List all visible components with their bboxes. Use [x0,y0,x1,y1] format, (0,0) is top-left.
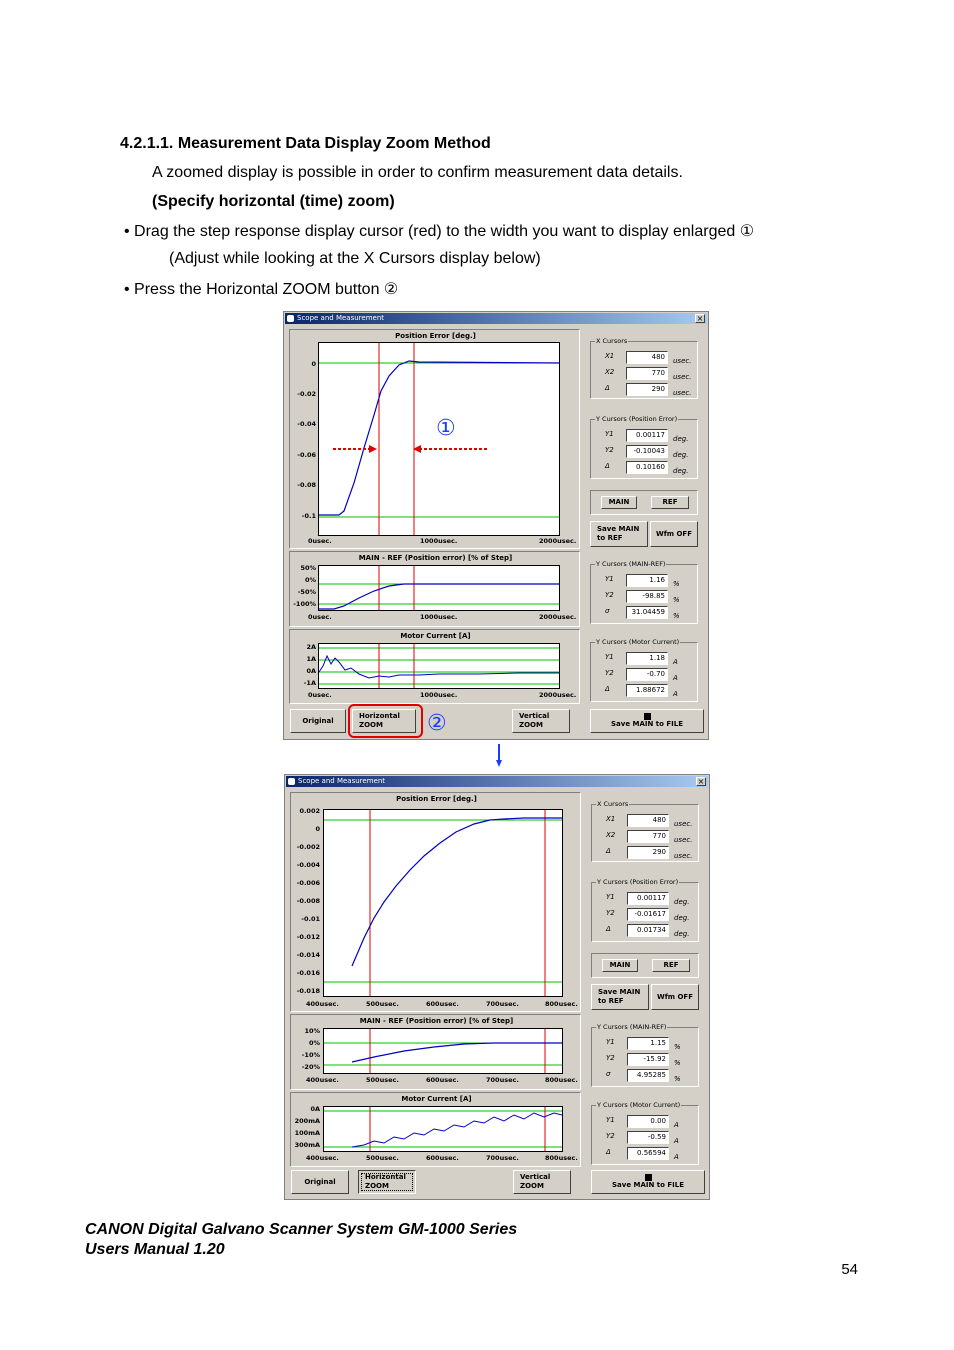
group-label: Y Cursors (Position Error) [596,415,678,423]
y1-value[interactable]: 0.00117 [626,429,668,442]
highlight-frame [348,704,423,738]
x-tick: 0usec. [308,613,332,621]
group-label: X Cursors [596,337,628,345]
x2-value[interactable]: 770 [627,830,669,843]
wfm-off-button[interactable]: Wfm OFF [650,521,698,547]
y-tick: -0.002 [296,843,320,851]
close-button[interactable]: × [697,777,705,786]
x-tick: 600usec. [426,1154,459,1162]
unit: A [673,674,678,682]
app-icon [287,315,294,322]
x-tick: 0usec. [308,691,332,699]
x-tick: 600usec. [426,1076,459,1084]
main-ref-plot[interactable] [318,565,560,611]
unit: A [674,1121,679,1129]
x-tick: 500usec. [366,1076,399,1084]
x-tick: 400usec. [306,1076,339,1084]
row-label: Δ [606,925,611,933]
group-label: Y Cursors (MAIN-REF) [596,560,666,568]
x-tick: 700usec. [486,1154,519,1162]
app-icon [288,778,295,785]
x-tick: 1000usec. [420,613,458,621]
row-label: X2 [605,368,615,376]
row-label: Y1 [605,575,614,583]
main-ref-panel [289,551,580,627]
unit: A [674,1137,679,1145]
bullet-1: • Drag the step response display cursor (red) to the width you want to display enlarged ① [124,223,755,240]
row-label: Y2 [606,1054,615,1062]
main-ref-toggle-group [590,490,698,515]
y-cursors-position-group [590,415,698,479]
unit: usec. [673,389,692,397]
y-cursors-position-group [591,878,699,942]
motor-current-plot[interactable] [318,643,560,689]
unit: deg. [673,451,689,459]
y-tick: 200mA [294,1117,320,1125]
btn-line: ZOOM [359,721,383,729]
sigma-value[interactable]: 4.95285 [627,1069,669,1082]
row-label: σ [606,1070,611,1078]
y-tick: 0A [306,667,316,675]
main-button[interactable]: MAIN [602,959,638,972]
row-label: Δ [605,462,610,470]
y-delta-value[interactable]: 0.10160 [626,461,668,474]
group-label: Y Cursors (Motor Current) [597,1101,681,1109]
unit: % [673,580,680,588]
y-delta-value[interactable]: 1.88672 [626,684,668,697]
row-label: Δ [605,685,610,693]
footer-product: CANON Digital Galvano Scanner System GM-1000 Series [85,1221,518,1238]
unit: deg. [673,467,689,475]
btn-line: Horizontal [365,1173,406,1181]
group-label: Y Cursors (Position Error) [597,878,679,886]
main-ref-plot[interactable] [323,1028,563,1074]
unit: usec. [673,357,692,365]
y1-value[interactable]: 0.00 [627,1115,669,1128]
row-label: X1 [605,352,615,360]
y-tick: -0.018 [296,987,320,995]
row-label: Δ [606,1148,611,1156]
x-tick: 1000usec. [420,537,458,545]
y-tick: -0.008 [296,897,320,905]
y-tick: 2A [306,643,316,651]
btn-line: to REF [597,534,623,542]
main-ref-panel [290,1014,581,1090]
x-cursors-group [591,800,699,862]
y-tick: -0.014 [296,951,320,959]
ref-button[interactable]: REF [651,496,689,509]
y1-value[interactable]: 1.18 [626,652,668,665]
close-button[interactable]: × [696,314,704,323]
y-delta-value[interactable]: 0.01734 [627,924,669,937]
unit: A [673,658,678,666]
btn-line: Vertical [519,712,550,720]
vertical-zoom-button[interactable] [512,709,570,733]
window-title: Scope and Measurement [298,777,386,785]
scope-window-after [284,774,710,1200]
row-label: Y1 [606,893,615,901]
btn-line: ZOOM [520,1182,544,1190]
footer-manual: Users Manual 1.20 [85,1241,225,1258]
y2-value[interactable]: -0.59 [627,1131,669,1144]
y1-value[interactable]: 1.16 [626,574,668,587]
unit: usec. [674,836,693,844]
y-cursors-current-group [590,638,698,702]
plot-title: Position Error [deg.] [396,795,477,803]
y-tick: 100mA [294,1129,320,1137]
group-label: Y Cursors (MAIN-REF) [597,1023,667,1031]
x-tick: 1000usec. [420,691,458,699]
x-tick: 600usec. [426,1000,459,1008]
y-tick: 50% [300,564,316,572]
y-cursors-mainref-group [591,1023,699,1087]
plot-title: MAIN - REF (Position error) [% of Step] [359,1017,514,1025]
unit: % [674,1059,681,1067]
x-tick: 2000usec. [539,613,577,621]
btn-line: Save MAIN [598,988,641,996]
title-bar [286,776,708,787]
y-cursors-current-group [591,1101,699,1165]
position-error-panel [289,329,580,549]
y-tick: 0% [304,576,316,584]
row-label: Y2 [605,669,614,677]
x-tick: 2000usec. [539,537,577,545]
marker-1: ① [436,416,456,441]
y-tick: -10% [301,1051,320,1059]
x-tick: 700usec. [486,1076,519,1084]
vertical-zoom-button[interactable] [513,1170,571,1194]
y-tick: -0.02 [297,390,316,398]
main-ref-toggle-group [591,953,699,978]
main-ref-svg [324,1029,562,1073]
btn-label: Save MAIN to FILE [610,720,684,728]
btn-line: ZOOM [519,721,543,729]
btn-label: Save MAIN to FILE [611,1181,685,1189]
row-label: σ [605,607,610,615]
unit: % [673,596,680,604]
x-tick: 800usec. [545,1076,578,1084]
x-tick: 700usec. [486,1000,519,1008]
x-tick: 2000usec. [539,691,577,699]
title-bar [285,313,707,324]
x-delta-value[interactable]: 290 [627,846,669,859]
y-tick: -0.04 [297,420,316,428]
unit: % [673,612,680,620]
x-cursors-group [590,337,698,399]
y2-value[interactable]: -98.85 [626,590,668,603]
x-tick: 400usec. [306,1000,339,1008]
y-tick: 0A [310,1105,320,1113]
row-label: X1 [606,815,616,823]
motor-current-plot[interactable] [323,1106,563,1152]
group-label: Y Cursors (Motor Current) [596,638,680,646]
sigma-value[interactable]: 31.04459 [626,606,668,619]
row-label: Y2 [606,1132,615,1140]
ref-button[interactable]: REF [652,959,690,972]
unit: deg. [674,930,690,938]
row-label: Y2 [605,446,614,454]
unit: deg. [673,435,689,443]
save-main-to-ref-button[interactable] [590,521,648,547]
btn-line: Horizontal [359,712,400,720]
group-label: X Cursors [597,800,629,808]
motor-current-svg [319,644,559,688]
unit: A [674,1153,679,1161]
y-tick: 0.002 [299,807,320,815]
x-tick: 800usec. [545,1154,578,1162]
y2-value[interactable]: -0.10043 [626,445,668,458]
row-label: X2 [606,831,616,839]
plot-title: MAIN - REF (Position error) [% of Step] [358,554,513,562]
original-button[interactable]: Original [291,1170,349,1194]
plot-title: Position Error [deg.] [395,332,476,340]
btn-line: ZOOM [365,1182,389,1190]
y-tick: 0% [308,1039,320,1047]
y-tick: -0.06 [297,451,316,459]
row-label: Δ [606,847,611,855]
save-main-to-ref-button[interactable] [591,984,649,1010]
wfm-off-button[interactable]: Wfm OFF [651,984,699,1010]
y-tick: -0.004 [296,861,320,869]
save-main-to-file-button[interactable] [590,709,704,733]
y2-value[interactable]: -0.01617 [627,908,669,921]
main-ref-svg [319,566,559,610]
row-label: Y1 [605,430,614,438]
intro-text: A zoomed display is possible in order to confirm measurement data details. [152,164,683,181]
x1-value[interactable]: 480 [627,814,669,827]
unit: % [674,1075,681,1083]
x-delta-value[interactable]: 290 [626,383,668,396]
plot-title: Motor Current [A] [400,632,471,640]
page-number: 54 [841,1261,858,1278]
unit: usec. [674,852,693,860]
x1-value[interactable]: 480 [626,351,668,364]
y-tick: 10% [304,1027,320,1035]
y-tick: -0.01 [301,915,320,923]
y-tick: -50% [297,588,316,596]
x-tick: 400usec. [306,1154,339,1162]
unit: deg. [674,898,690,906]
row-label: Y2 [605,591,614,599]
x-tick: 500usec. [366,1000,399,1008]
marker-2: ② [427,711,447,736]
unit: A [673,690,678,698]
y-tick: 300mA [294,1141,320,1149]
y-tick: -0.006 [296,879,320,887]
y-tick: -100% [293,600,316,608]
window-title: Scope and Measurement [297,314,385,322]
motor-current-panel [290,1092,581,1167]
bullet-2: • Press the Horizontal ZOOM button ② [124,281,399,298]
floppy-icon [645,1174,652,1181]
y-tick: -0.1 [301,512,316,520]
y-tick: 0 [311,360,316,368]
y-tick: 1A [306,655,316,663]
motor-current-panel [289,629,580,704]
unit: deg. [674,914,690,922]
position-error-svg [324,810,562,996]
btn-line: Save MAIN [597,525,640,533]
x-tick: 0usec. [308,537,332,545]
original-button[interactable]: Original [290,709,346,733]
main-button[interactable]: MAIN [601,496,637,509]
y-delta-value[interactable]: 0.56594 [627,1147,669,1160]
row-label: Y1 [606,1116,615,1124]
bullet-1-note: (Adjust while looking at the X Cursors display below) [169,250,541,267]
horizontal-zoom-button[interactable] [358,1170,416,1194]
save-main-to-file-button[interactable] [591,1170,705,1194]
y2-value[interactable]: -0.70 [626,668,668,681]
y-tick: -1A [303,679,316,687]
x-tick: 800usec. [545,1000,578,1008]
row-label: Δ [605,384,610,392]
btn-line: Vertical [520,1173,551,1181]
y1-value[interactable]: 1.15 [627,1037,669,1050]
plot-title: Motor Current [A] [401,1095,472,1103]
position-error-panel [290,792,581,1012]
motor-current-svg [324,1107,562,1151]
y2-value[interactable]: -15.92 [627,1053,669,1066]
position-error-plot[interactable] [323,809,563,997]
unit: usec. [673,373,692,381]
y-tick: -0.012 [296,933,320,941]
scope-window-before [283,311,709,740]
y1-value[interactable]: 0.00117 [627,892,669,905]
subheading: (Specify horizontal (time) zoom) [152,193,395,210]
floppy-icon [644,713,651,720]
y-tick: -0.08 [297,481,316,489]
row-label: Y1 [606,1038,615,1046]
y-tick: -20% [301,1063,320,1071]
y-cursors-mainref-group [590,560,698,624]
row-label: Y2 [606,909,615,917]
section-heading: 4.2.1.1. Measurement Data Display Zoom Method [120,135,491,152]
btn-line: to REF [598,997,624,1005]
row-label: Y1 [605,653,614,661]
y-tick: -0.016 [296,969,320,977]
down-arrow-icon [496,744,502,768]
x2-value[interactable]: 770 [626,367,668,380]
unit: usec. [674,820,693,828]
unit: % [674,1043,681,1051]
y-tick: 0 [315,825,320,833]
x-tick: 500usec. [366,1154,399,1162]
